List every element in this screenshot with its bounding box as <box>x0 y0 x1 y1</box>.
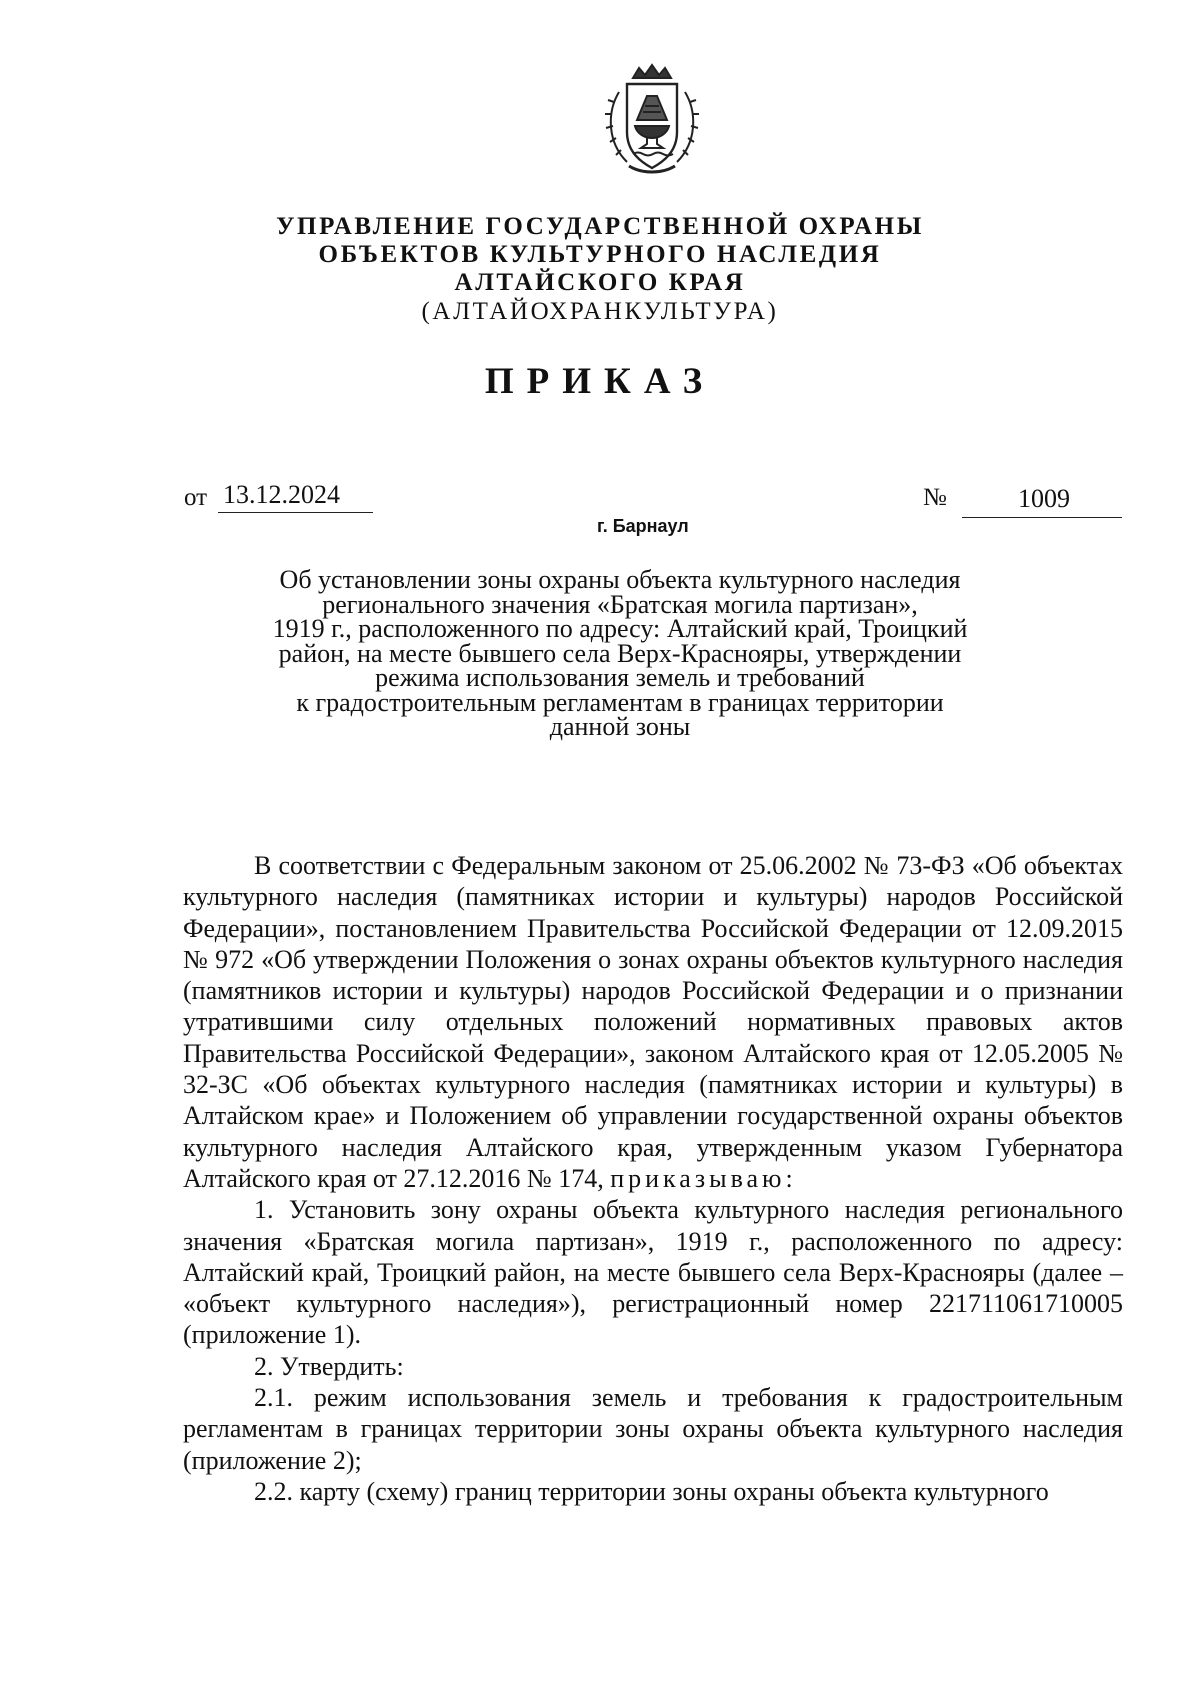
header-line-2: ОБЪЕКТОВ КУЛЬТУРНОГО НАСЛЕДИЯ <box>318 241 882 268</box>
date-underline <box>218 512 373 513</box>
coat-of-arms-emblem <box>597 62 707 180</box>
header-line-1: УПРАВЛЕНИЕ ГОСУДАРСТВЕННОЙ ОХРАНЫ <box>276 213 924 240</box>
item-1: 1. Установить зону охраны объекта культурного наследия регионального значения «Братская могила партизан», 1919 г., расположенного по адресу: Алтайский край, Троицкий район, на месте бывшего села Верх-Краснояры (далее – «объект культурного наследия»), регистрационный номер 221711061710005 (приложение 1). <box>183 1195 1123 1350</box>
subject-line: к градостроительным регламентам в границах территории <box>296 687 944 717</box>
date-prefix: от <box>184 484 208 511</box>
document-type-title: ПРИКАЗ <box>484 361 716 402</box>
subject-line: регионального значения «Братская могила партизан», <box>322 589 918 619</box>
document-number: 1009 <box>1018 484 1070 513</box>
subject-line: Об установлении зоны охраны объекта культурного наследия <box>279 565 961 594</box>
number-underline <box>962 517 1122 518</box>
subject-line: район, на месте бывшего села Верх-Краснояры, утверждении <box>278 638 962 668</box>
document-subject <box>220 565 1020 741</box>
document-date: 13.12.2024 <box>223 480 340 509</box>
subject-line: 1919 г., расположенного по адресу: Алтайский край, Троицкий <box>272 614 968 643</box>
document-body <box>183 850 1123 1507</box>
item-2-1: 2.1. режим использования земель и требования к градостроительным регламентам в границах территории зоны охраны объекта культурного наследия (приложение 2); <box>183 1383 1123 1475</box>
item-2-2: 2.2. карту (схему) границ территории зоны охраны объекта культурного <box>254 1476 1049 1506</box>
city-label: г. Барнаул <box>597 516 689 536</box>
header-line-4: (АЛТАЙОХРАНКУЛЬТУРА) <box>421 298 779 325</box>
item-2: 2. Утвердить: <box>254 1351 404 1381</box>
header-line-3: АЛТАЙСКОГО КРАЯ <box>454 269 746 296</box>
order-word: приказываю: <box>610 1163 797 1193</box>
preamble-paragraph <box>183 850 1123 1194</box>
number-prefix: № <box>923 484 947 511</box>
subject-line: данной зоны <box>549 712 691 741</box>
subject-line: режима использования земель и требований <box>375 663 865 692</box>
preamble-text: В соответствии с Федеральным законом от 25.06.2002 № 73-ФЗ «Об объектах культурного наследия (памятниках истории и культуры) народов Российской Федерации», постановлением Правительства Российской Федерации от 12.09.2015 № 972 «Об утверждении Положения о зонах охраны объектов культурного наследия (памятников истории и культуры) народов Российской Федерации и о признании утратившими силу отдельных положений нормативных правовых актов Правительства Российской Федерации», законом Алтайского края от 12.05.2005 № 32-ЗС «Об объектах культурного наследия (памятниках истории и культуры) в Алтайском крае» и Положением об управлении государственной охраны объектов культурного наследия Алтайского края, утвержденным указом Губернатора Алтайского края от 27.12.2016 № 174, <box>183 851 1123 1193</box>
